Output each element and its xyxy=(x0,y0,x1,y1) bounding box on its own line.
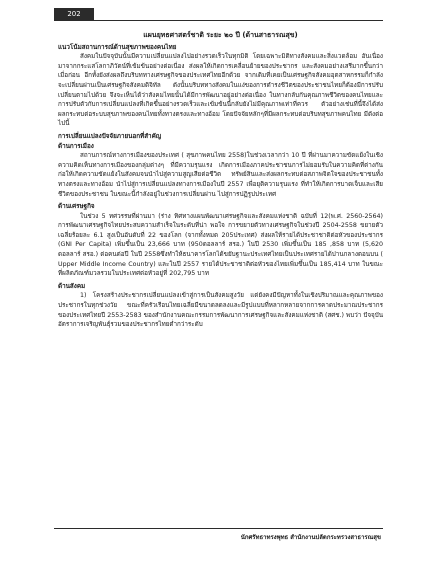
paragraph-health-trend: สังคมในปัจจุบันนั้นมีความเปลี่ยนแปลงไปอย่างรวดเร็วในทุกมิติ โดยเฉพาะมิติทางสังคมและสิ่งแวดล้อม อันเนื่องมาจากกระแสโลกาภิวัตน์ที่เข้มข้นอย่างต่อเนื่อง ส่งผลให้เกิดการเคลื่อนย้ายของประชากร และสังคมอย่างเสรีมากขึ้นกว่าเมื่อก่อน อีกทั้งยังส่งผลถึงบริบททางเศรษฐกิจของประเทศไทยอีกด้วย จากเดิมที่เคยเป็นเศรษฐกิจสังคมอุตสาหกรรมก็กำลังจะเปลี่ยนผ่านเป็นเศรษฐกิจสังคมดิจิทัล ดังนั้นบริบททางสังคมในแง่ของการดำรงชีวิตของประชาชนไทยก็ต้องมีการปรับเปลี่ยนตามไปด้วย จึงจะเห็นได้ว่าสังคมไทยนั้นได้มีการพัฒนาอยู่อย่างต่อเนื่อง ในทางกลับกันคุณภาพชีวิตของคนไทยและการปรับตัวกับการเปลี่ยนแปลงที่เกิดขึ้นอย่างรวดเร็วและเข้มข้นนี้กลับยังไม่มีคุณภาพเท่าที่ควร ตัวอย่างเช่นที่นี้จึงได้ส่งผลกระทบต่อระบบสุขภาพของคนไทยทั้งทางตรงและทางอ้อม โดยปัจจัยหลักๆที่มีผลกระทบต่อบริบทสุขภาพคนไทย มีดังต่อไปนี้ xyxy=(58,53,383,128)
section-heading-politics: ด้านการเมือง xyxy=(58,142,94,150)
section-heading-society: ด้านสังคม xyxy=(58,282,86,290)
document-body xyxy=(58,31,383,330)
footer-rule xyxy=(54,528,383,529)
page-number: 202 xyxy=(54,8,94,21)
paragraph-politics: สถานการณ์ทางการเมืองของประเทศ ( สุขภาพคนไทย 2558)ในช่วงเวลากว่า 10 ปี ที่ผ่านมาความขัดแย้งในเชิงความคิดเห็นทางการเมืองของกลุ่มต่างๆ ที่มีความรุนแรง เกิดการเมืองภาคประชาชนการไม่ยอมรับในความคิดที่ต่างกัน ก่อให้เกิดความขัดแย้งในสังคมจนนำไปสู่ความสูญเสียต่อชีวิต ทรัพย์สินและส่งผลกระทบต่อสภาพจิตใจของประชาชนทั้งทางตรงและทางอ้อม นำไปสู่การเปลี่ยนแปลงทางการเมืองในปี 2557 เพื่อยุติความรุนแรง ที่ทำให้เกิดการบาดเจ็บและเสียชีวิตของประชาชน ในขณะนี้กำลังอยู่ในช่วงการเปลี่ยนผ่าน ไปสู่การปฏิรูปประเทศ xyxy=(58,152,383,198)
section-heading-health-trend: แนวโน้มสถานการณ์ด้านสุขภาพของคนไทย xyxy=(58,43,177,51)
paragraph-society: 1) โครงสร้างประชากรเปลี่ยนแปลงเข้าสู่การเป็นสังคมสูงวัย แต่ยังคงมีปัญหาทั้งในเชิงปริมาณและคุณภาพของประชากรในทุกช่วงวัย ขณะที่ครัวเรือนไทยเฉลี่ยมีขนาดลดลงและมีรูปแบบที่หลากหลายจากการคาดประมาณประชากรของประเทศไทยปี 2553-2583 ของสำนักงานคณะกรรมการพัฒนาการเศรษฐกิจและสังคมแห่งชาติ (สศช.) พบว่า ปัจจุบันอัตราการเจริญพันธุ์รวมของประชากรไทยต่ำกว่าระดับ xyxy=(58,292,383,329)
document-title: แผนยุทธศาสตร์ชาติ ระยะ ๒๐ ปี (ด้านสาธารณสุข) xyxy=(143,31,298,39)
paragraph-economy: ในช่วง 5 ทศวรรษที่ผ่านมา (ร่าง ทิศทางแผนพัฒนาเศรษฐกิจและสังคมแห่งชาติ ฉบับที่ 12(พ.ศ. 2560-2564) การพัฒนาเศรษฐกิจไทยประสบความสำเร็จในระดับที่น่า พอใจ การขยายตัวทางเศรษฐกิจในช่วงปี 2504-2558 ขยายตัวเฉลี่ยร้อยละ 6.1 สูงเป็นอันดับที่ 22 ของโลก (จากทั้งหมด 205ประเทศ) ส่งผลให้รายได้ประชาชาติต่อหัวของประชากร (GNI Per Capita) เพิ่มขึ้นเป็น 23,666 บาท (950ดอลลาร์ สรอ.) ในปี 2530 เพิ่มขึ้นเป็น 185 ,858 บาท (5,620 ดอลลาร์ สรอ.) ต่อคนต่อปี ในปี 2558ซึ่งทำให้ธนาคารโลกได้ขยับฐานะประเทศไทยเป็นประเทศรายได้ปานกลางตอนบน ( Upper Middle Income Country) และในปี 2557 รายได้ประชาชาติต่อหัวของไทยเพิ่มขึ้นเป็น 185,414 บาท ในขณะที่ผลิตภัณฑ์มวลรวมในประเทศต่อหัวอยู่ที่ 202,795 บาท xyxy=(58,212,383,278)
section-heading-economy: ด้านเศรษฐกิจ xyxy=(58,203,95,211)
page-footer: นักศรัทธาทรงพุทธ สำนักงานปลัดกระทรวงสาธารณสุข xyxy=(240,534,381,541)
header-rule xyxy=(54,20,383,21)
section-heading-external-factors: การเปลี่ยนแปลงปัจจัยภายนอกที่สำคัญ xyxy=(58,132,162,140)
